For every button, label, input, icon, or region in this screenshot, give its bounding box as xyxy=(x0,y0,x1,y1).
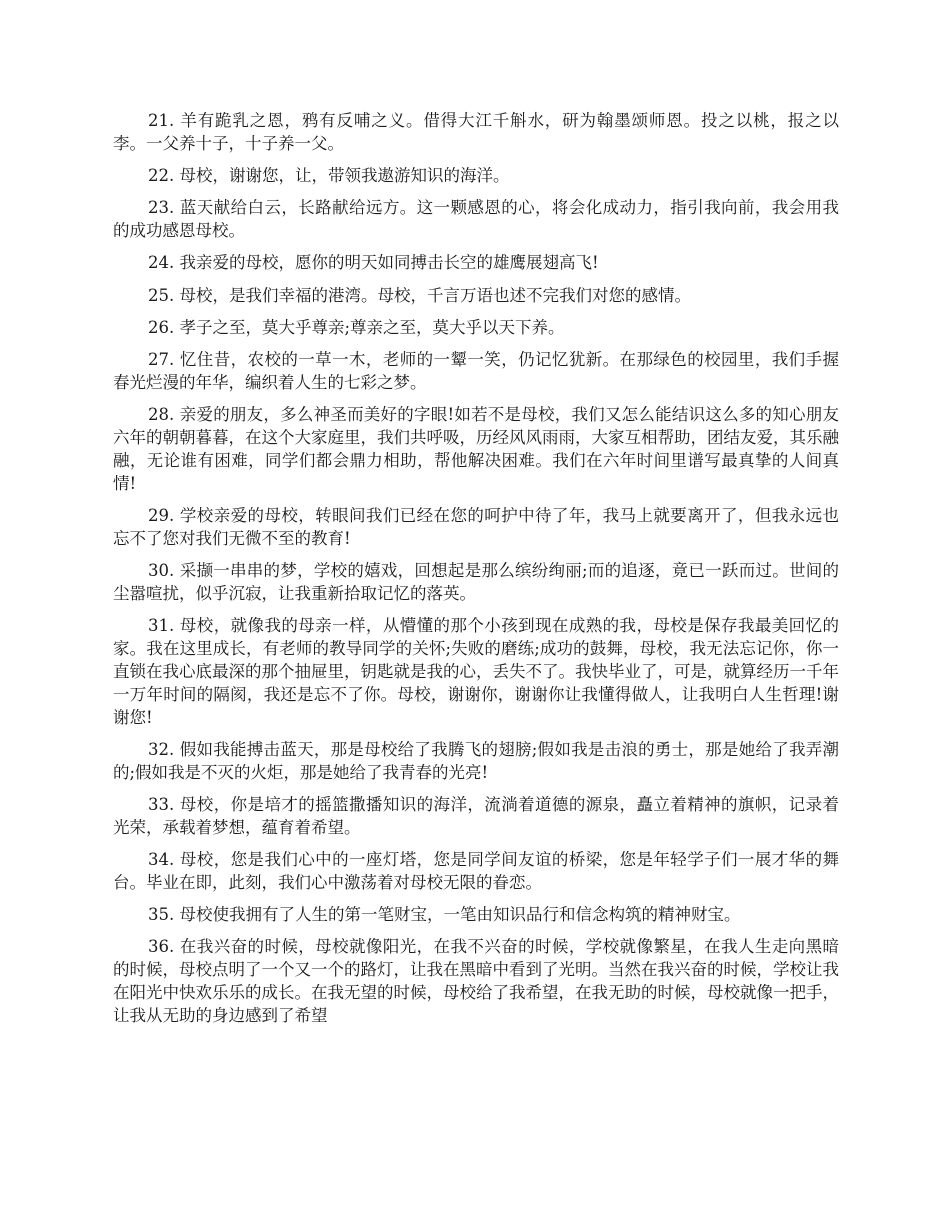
paragraph-31: 31. 母校，就像我的母亲一样，从懵懂的那个小孩到现在成熟的我，母校是保存我最美回忆的家。我在这里成长，有老师的教导同学的关怀;失败的磨练;成功的鼓舞，母校，我无法忘记你，你一直锁在我心底最深的那个抽屉里，钥匙就是我的心，丢失不了。我快毕业了，可是，就算经历一千年一万年时间的隔阂，我还是忘不了你。母校，谢谢你，谢谢你让我懂得做人，让我明白人生哲理!谢谢您! xyxy=(113,616,839,727)
paragraph-23: 23. 蓝天献给白云，长路献给远方。这一颗感恩的心，将会化成动力，指引我向前，我会用我的成功感恩母校。 xyxy=(113,198,839,241)
paragraph-30: 30. 采撷一串串的梦，学校的嬉戏，回想起是那么缤纷绚丽;而的追逐，竟已一跃而过。世间的尘嚣喧扰，似乎沉寂，让我重新拾取记忆的落英。 xyxy=(113,561,839,604)
paragraph-29: 29. 学校亲爱的母校，转眼间我们已经在您的呵护中待了年，我马上就要离开了，但我永远也忘不了您对我们无微不至的教育! xyxy=(113,506,839,548)
paragraph-25: 25. 母校，是我们幸福的港湾。母校，千言万语也述不完我们对您的感情。 xyxy=(148,285,691,305)
paragraph-26: 26. 孝子之至，莫大乎尊亲;尊亲之至，莫大乎以天下养。 xyxy=(148,318,565,338)
paragraph-24: 24. 我亲爱的母校，愿你的明天如同搏击长空的雄鹰展翅高飞! xyxy=(148,253,599,273)
paragraph-35: 35. 母校使我拥有了人生的第一笔财宝，一笔由知识品行和信念构筑的精神财宝。 xyxy=(148,905,741,925)
paragraph-33: 33. 母校，你是培才的摇篮撒播知识的海洋，流淌着道德的源泉，矗立着精神的旗帜，记录着光荣，承载着梦想，蕴育着希望。 xyxy=(113,794,839,837)
paragraph-21: 21. 羊有跪乳之恩，鸦有反哺之义。借得大江千斛水，研为翰墨颂师恩。投之以桃，报之以李。一父养十子，十子养一父。 xyxy=(113,111,839,153)
document-body xyxy=(113,110,839,1037)
paragraph-27: 27. 忆住昔，农校的一草一木，老师的一颦一笑，仍记忆犹新。在那绿色的校园里，我们手握春光烂漫的年华，编织着人生的七彩之梦。 xyxy=(113,350,839,393)
paragraph-28: 28. 亲爱的朋友，多么神圣而美好的字眼!如若不是母校，我们又怎么能结识这么多的知心朋友六年的朝朝暮暮，在这个大家庭里，我们共呼吸，历经风风雨雨，大家互相帮助，团结友爱，其乐融融，无论谁有困难，同学们都会鼎力相助，帮他解决困难。我们在六年时间里谱写最真挚的人间真情! xyxy=(113,405,839,493)
paragraph-32: 32. 假如我能搏击蓝天，那是母校给了我腾飞的翅膀;假如我是击浪的勇士，那是她给了我弄潮的;假如我是不灭的火炬，那是她给了我青春的光亮! xyxy=(113,739,839,782)
paragraph-22: 22. 母校，谢谢您，让，带领我遨游知识的海洋。 xyxy=(148,166,510,186)
paragraph-34: 34. 母校，您是我们心中的一座灯塔，您是同学间友谊的桥梁，您是年轻学子们一展才华的舞台。毕业在即，此刻，我们心中激荡着对母校无限的眷恋。 xyxy=(113,850,839,892)
paragraph-36: 36. 在我兴奋的时候，母校就像阳光，在我不兴奋的时候，学校就像繁星，在我人生走向黑暗的时候，母校点明了一个又一个的路灯，让我在黑暗中看到了光明。当然在我兴奋的时候，学校让我在阳光中快欢乐乐的成长。在我无望的时候，母校给了我希望，在我无助的时候，母校就像一把手，让我从无助的身边感到了希望 xyxy=(113,937,839,1025)
